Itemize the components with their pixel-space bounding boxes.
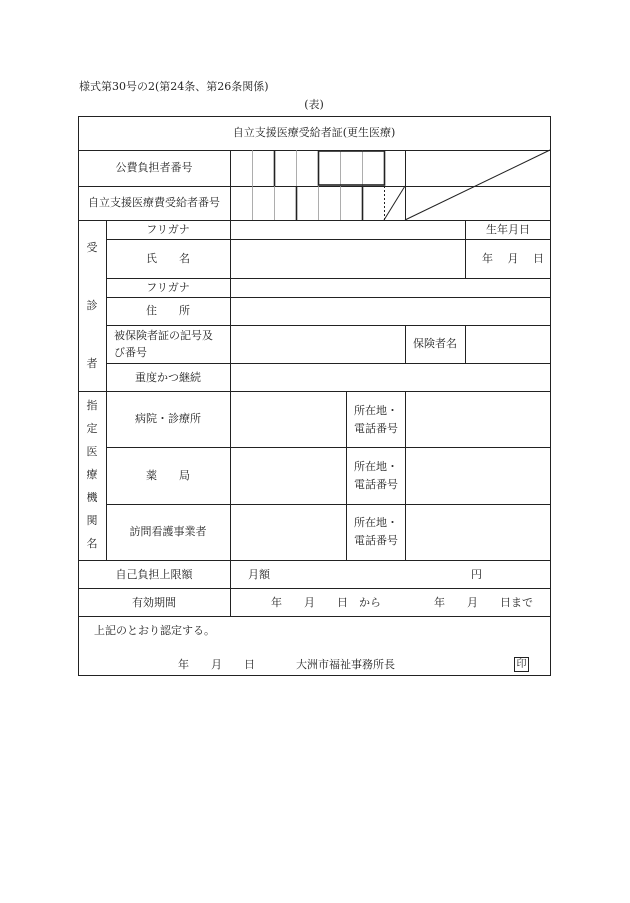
payer-number-label: 公費負担者番号 (115, 161, 193, 174)
issuer-name: 大洲市福祉事務所長 (296, 658, 395, 671)
institution-group-label-1: 指 (86, 399, 98, 412)
yen-label: 円 (471, 568, 482, 581)
recipient-number-label: 自立支援医療費受給者番号 (88, 196, 220, 209)
patient-group-label-1: 受 (86, 241, 98, 254)
patient-group-label-2: 診 (86, 299, 98, 312)
institution-group-label-2: 定 (86, 422, 98, 435)
pharmacy-location-label-line2: 電話番号 (354, 478, 398, 491)
hospital-location-label-line2: 電話番号 (354, 422, 398, 435)
seal-mark: 印 (514, 657, 529, 672)
institution-group-label-3: 医 (86, 445, 98, 458)
patient-group-label-3: 者 (86, 357, 98, 370)
institution-group-label-7: 名 (86, 537, 98, 550)
copay-limit-label: 自己負担上限額 (115, 568, 193, 581)
certification-date: 年 月 日 (178, 658, 255, 671)
hospital-location-label-line1: 所在地・ (354, 404, 398, 417)
birth-date-label: 生年月日 (486, 223, 530, 236)
nursing-location-label-line2: 電話番号 (354, 534, 398, 547)
furigana-label: フリガナ (146, 223, 190, 236)
certificate-title: 自立支援医療受給者証(更生医療) (232, 126, 396, 139)
insurer-label: 保険者名 (413, 337, 457, 350)
monthly-amount-label: 月額 (248, 568, 270, 581)
certification-statement: 上記のとおり認定する。 (94, 624, 215, 637)
address-label: 住 所 (146, 304, 190, 317)
validity-to-text: 年 月 日まで (434, 596, 533, 609)
insurance-number-label-line2: び番号 (114, 346, 147, 359)
name-label: 氏 名 (146, 252, 190, 265)
pharmacy-location-label-line1: 所在地・ (354, 460, 398, 473)
visiting-nursing-label: 訪問看護事業者 (129, 525, 207, 538)
hospital-clinic-label: 病院・診療所 (135, 412, 201, 425)
institution-group-label-5: 機 (86, 491, 98, 504)
pharmacy-label: 薬 局 (146, 469, 190, 482)
nursing-location-label-line1: 所在地・ (354, 516, 398, 529)
validity-from-text: 年 月 日 から (271, 596, 381, 609)
side-label: (表) (304, 98, 324, 111)
severe-continuation-label: 重度かつ継続 (135, 371, 201, 384)
insurance-number-label-line1: 被保険者証の記号及 (114, 329, 213, 342)
form-number: 様式第30号の2(第24条、第26条関係) (79, 80, 269, 93)
institution-group-label-6: 関 (86, 514, 98, 527)
birth-date-format: 年 月 日 (482, 252, 544, 265)
furigana2-label: フリガナ (146, 281, 190, 294)
institution-group-label-4: 療 (86, 468, 98, 481)
validity-period-label: 有効期間 (132, 596, 176, 609)
